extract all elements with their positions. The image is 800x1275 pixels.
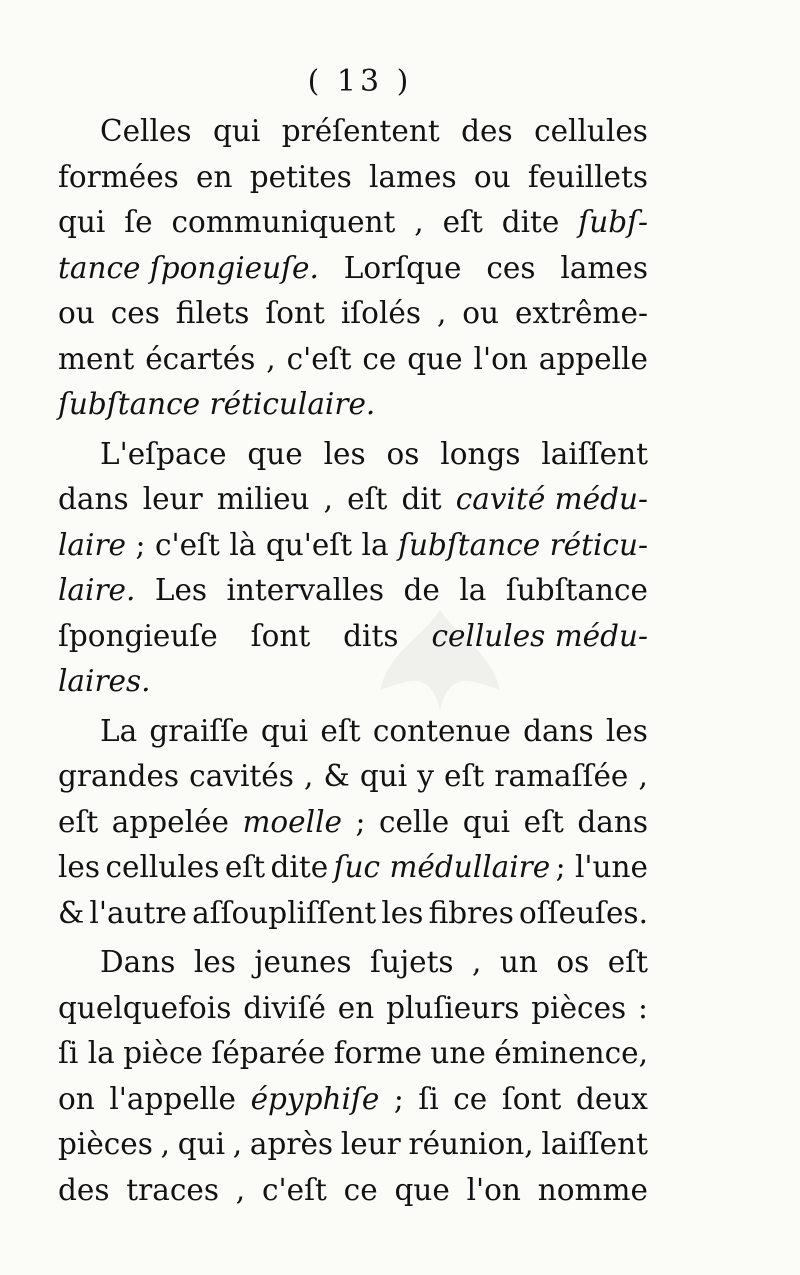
text-line [58, 1168, 648, 1214]
word: , [323, 482, 334, 516]
word: oſſeuſes. [519, 895, 648, 930]
word: ſont [265, 296, 325, 330]
word: eſt [58, 804, 99, 839]
body-text [58, 109, 648, 1213]
word: filets [175, 296, 250, 330]
word: en [337, 990, 375, 1025]
word: qui [260, 713, 309, 748]
word: ou [462, 296, 500, 330]
word: c'eſt [154, 527, 220, 562]
word: qui [462, 804, 511, 839]
italic-term: laires. [58, 664, 151, 698]
word: c'eſt [261, 1172, 327, 1207]
word: nomme [537, 1172, 648, 1207]
word: ſont [501, 1081, 562, 1116]
word: eſt [224, 850, 266, 884]
word: qui [177, 1127, 226, 1161]
word: pièces [58, 1127, 153, 1161]
word: que [407, 341, 463, 376]
word: feuillets [527, 159, 648, 194]
word: Celles [100, 114, 192, 148]
word: pluſieurs [386, 990, 520, 1025]
word: ; [393, 1081, 404, 1116]
text-line [58, 200, 648, 246]
word: , [266, 341, 276, 376]
word: des [461, 114, 513, 148]
word: ou [473, 159, 511, 194]
text-line [58, 568, 648, 614]
word: eſt [444, 759, 485, 793]
text-line [58, 382, 648, 428]
word: , [472, 945, 482, 979]
word: ; l'une [555, 850, 648, 884]
word: ſe [124, 205, 153, 239]
word: , [436, 296, 447, 330]
page-number: ( 13 ) [307, 64, 413, 99]
word: eſt [320, 713, 361, 748]
word: Lorſque [343, 250, 462, 285]
word: cellules [534, 114, 648, 148]
italic-term: tance ſpongieuſe. [58, 250, 319, 285]
word: eſt [523, 804, 564, 839]
text-line [58, 986, 648, 1032]
word: , [303, 759, 314, 793]
text-line [58, 432, 648, 478]
word: préſentent [281, 114, 440, 148]
text-line [58, 614, 648, 660]
word: lames [369, 159, 457, 194]
word: on [58, 1081, 95, 1116]
text-line [58, 477, 648, 523]
word: éminence, [494, 1036, 648, 1070]
word: là [229, 527, 257, 562]
word: l'autre [89, 895, 187, 930]
word: , [235, 1172, 246, 1207]
word: ment [58, 341, 135, 376]
word: celle [378, 804, 450, 839]
text-line [58, 709, 648, 755]
word: ſéparée [211, 1036, 326, 1070]
word: eſt [347, 482, 388, 516]
word: l'on [473, 341, 528, 376]
word: les [58, 850, 101, 884]
word: dite [270, 850, 329, 884]
text-line [58, 246, 648, 292]
text-line [58, 337, 648, 383]
word: contenue [372, 713, 511, 748]
word: , [232, 1127, 243, 1161]
word: pièce [123, 1036, 203, 1070]
word: cavités [189, 759, 294, 793]
text-line [58, 1031, 648, 1077]
word: la [459, 573, 487, 607]
italic-term: cavité médu- [455, 482, 648, 516]
text-line [58, 891, 648, 937]
text-line [58, 1122, 648, 1168]
word: communiquent [171, 205, 396, 239]
word: des [58, 1172, 110, 1207]
word: graiſſe [149, 713, 249, 748]
word: l'appelle [109, 1081, 237, 1116]
word: y [417, 759, 434, 793]
word: diviſé [243, 990, 326, 1025]
word: eſt [607, 945, 648, 979]
word: un [499, 945, 538, 979]
word: écartés [145, 341, 256, 376]
word: ; [135, 527, 146, 562]
word: dans [58, 482, 129, 516]
word: & [58, 895, 85, 930]
word: intervalles [226, 573, 385, 607]
text-line [58, 523, 648, 569]
word: dans [523, 713, 594, 748]
word: que [247, 436, 303, 471]
word: réunion, [408, 1127, 534, 1161]
word: forme [333, 1036, 422, 1070]
word: ſujets [370, 945, 454, 979]
word: os [386, 436, 420, 471]
word: les [381, 895, 424, 930]
italic-term: cellules médu- [431, 618, 648, 653]
word: la [361, 527, 389, 562]
text-line [58, 754, 648, 800]
word: les [193, 945, 236, 979]
word: Les [154, 573, 208, 607]
word: ſi la [58, 1036, 115, 1070]
word: milieu [216, 482, 310, 516]
word: appelée [111, 804, 229, 839]
word: laiſſent [541, 436, 648, 471]
word: : [637, 990, 648, 1025]
word: appelle [538, 341, 648, 376]
word: jeunes [254, 945, 352, 979]
word: L'eſpace [100, 436, 227, 471]
word: grandes [58, 759, 180, 793]
word: longs [440, 436, 521, 471]
word: lames [560, 250, 648, 285]
word: & [323, 759, 350, 793]
word: laiſſent [541, 1127, 648, 1161]
word: os [556, 945, 590, 979]
word: , [638, 759, 648, 793]
word: les [323, 436, 366, 471]
word: pièces [531, 990, 627, 1025]
word: c'eſt [286, 341, 352, 376]
word: ſont [250, 618, 311, 653]
italic-term: épyphiſe [250, 1081, 380, 1116]
word: eſt [442, 205, 483, 239]
italic-term: ſuc médullaire [333, 850, 551, 884]
word: une [430, 1036, 486, 1070]
word: ſubſtance [505, 573, 648, 607]
text-line [58, 291, 648, 337]
word: formées [58, 159, 179, 194]
word: ramaſſée [494, 759, 629, 793]
word: , [414, 205, 424, 239]
word: Dans [100, 945, 176, 979]
word: dit [401, 482, 442, 516]
word: , [160, 1127, 171, 1161]
word: dite [501, 205, 560, 239]
word: les [605, 713, 648, 748]
word: que [394, 1172, 450, 1207]
text-line [58, 845, 648, 891]
word: iſolés [340, 296, 421, 330]
text-line [58, 800, 648, 846]
word: qu'eſt [265, 527, 353, 562]
word: de [403, 573, 440, 607]
italic-term: ſubſtance réticu- [398, 527, 648, 562]
text-line [58, 940, 648, 986]
word: ce [343, 1172, 378, 1207]
italic-term: laire [58, 527, 127, 562]
italic-term: laire. [58, 573, 136, 607]
word: leur [142, 482, 203, 516]
word: après [249, 1127, 334, 1161]
word: ce [362, 341, 397, 376]
text-line [58, 1077, 648, 1123]
word: leur [340, 1127, 401, 1161]
word: en [196, 159, 233, 194]
italic-term: moelle [242, 804, 342, 839]
word: ce [453, 1081, 488, 1116]
word: ou [58, 296, 95, 330]
word: dans [577, 804, 648, 839]
word: ſi [418, 1081, 439, 1116]
word: deux [575, 1081, 648, 1116]
word: ces [110, 296, 160, 330]
word: La [100, 713, 138, 748]
word: traces [126, 1172, 219, 1207]
text-line [58, 659, 648, 705]
text-line [58, 155, 648, 201]
word: fibres [428, 895, 514, 930]
word: aſſoupliſſent [192, 895, 377, 930]
word: qui [58, 205, 106, 239]
word: l'on [466, 1172, 521, 1207]
text-line [58, 109, 648, 155]
word: ces [486, 250, 536, 285]
word: petites [249, 159, 352, 194]
word: cellules [105, 850, 220, 884]
word: dits [343, 618, 399, 653]
word: qui [359, 759, 408, 793]
italic-term: ſubſtance réticulaire. [58, 387, 376, 421]
italic-term: ſubſ- [578, 205, 648, 239]
word: quelquefois [58, 990, 232, 1025]
word: extrême- [515, 296, 648, 330]
word: ; [355, 804, 366, 839]
word: ſpongieuſe [58, 618, 218, 653]
word: qui [212, 114, 261, 148]
